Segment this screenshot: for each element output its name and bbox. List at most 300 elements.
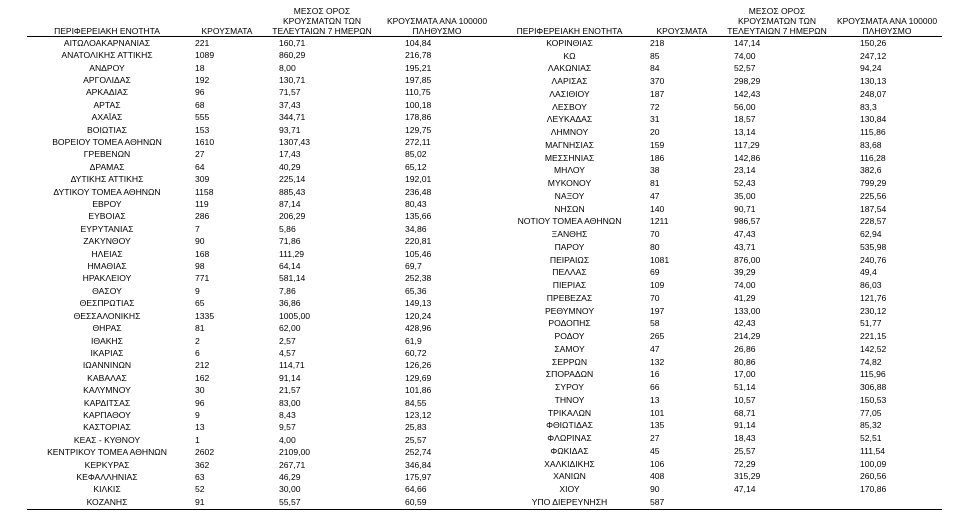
- table-row: [497, 343, 942, 356]
- region-cell: ΚΕΝΤΡΙΚΟΥ ΤΟΜΕΑ ΑΘΗΝΩΝ: [47, 447, 167, 458]
- cases-cell: 555: [195, 112, 210, 123]
- cases-cell: 2602: [195, 447, 215, 458]
- per-100k-cell: 65,12: [405, 161, 427, 172]
- region-cell: ΚΟΖΑΝΗΣ: [27, 496, 187, 509]
- region-cell: ΦΘΙΩΤΙΔΑΣ: [546, 420, 593, 431]
- table-row: [497, 254, 942, 267]
- table-row: [497, 292, 942, 305]
- avg-7days-cell: 111,29: [279, 248, 305, 259]
- avg-7days-cell: 267,71: [279, 459, 306, 470]
- cases-cell: 265: [650, 331, 665, 342]
- avg-7days-cell: 1005,00: [279, 310, 311, 321]
- table-row: [27, 136, 497, 148]
- header-cases: ΚΡΟΥΣΜΑΤΑ: [187, 5, 267, 37]
- table-row: [27, 310, 497, 322]
- region-cell: ΧΑΛΚΙΔΙΚΗΣ: [544, 458, 595, 469]
- region-cell: ΛΕΥΚΑΔΑΣ: [546, 114, 593, 125]
- per-100k-cell: 104,84: [405, 37, 432, 48]
- per-100k-cell: 85,02: [405, 149, 427, 160]
- avg-7days-cell: 2109,00: [279, 447, 311, 458]
- avg-7days-cell: 30,00: [279, 484, 301, 495]
- region-cell: ΡΟΔΟΥ: [554, 331, 585, 342]
- cases-cell: 96: [195, 397, 205, 408]
- avg-7days-cell: 40,29: [279, 161, 301, 172]
- avg-7days-cell: 74,00: [734, 50, 756, 61]
- per-100k-cell: 101,86: [405, 385, 432, 396]
- region-cell: ΑΡΤΑΣ: [93, 99, 121, 110]
- cases-cell: 68: [195, 99, 205, 110]
- per-100k-cell: 77,05: [860, 407, 882, 418]
- per-100k-cell: 116,28: [860, 152, 886, 163]
- table-row: [497, 496, 942, 509]
- avg-7days-cell: 214,29: [734, 331, 761, 342]
- table-row: [497, 216, 942, 229]
- region-cell: ΕΥΒΟΙΑΣ: [88, 211, 126, 222]
- header-avg-7days: ΜΕΣΟΣ ΟΡΟΣ ΚΡΟΥΣΜΑΤΩΝ ΤΩΝ ΤΕΛΕΥΤΑΙΩΝ 7 ΗΜΕΡΩΝ: [722, 5, 832, 37]
- avg-7days-cell: 225,14: [279, 174, 306, 185]
- region-cell: ΚΩ: [563, 50, 576, 61]
- avg-7days-cell: 1307,43: [279, 137, 311, 148]
- cases-cell: 197: [650, 305, 665, 316]
- region-cell: ΦΛΩΡΙΝΑΣ: [547, 433, 592, 444]
- avg-7days-cell: 17,43: [279, 149, 301, 160]
- table-row: [497, 305, 942, 318]
- avg-7days-cell: 206,29: [279, 211, 306, 222]
- region-cell: ΠΕΛΛΑΣ: [552, 267, 587, 278]
- cases-cell: 31: [650, 114, 660, 125]
- per-100k-cell: 247,12: [860, 50, 887, 61]
- per-100k-cell: 240,76: [860, 254, 887, 265]
- cases-cell: 140: [650, 203, 665, 214]
- table-row: [27, 446, 497, 458]
- per-100k-cell: 51,77: [860, 318, 882, 329]
- region-cell: ΕΒΡΟΥ: [92, 199, 122, 210]
- table-row: [27, 273, 497, 285]
- avg-7days-cell: 64,14: [279, 261, 301, 272]
- per-100k-cell: 225,56: [860, 190, 887, 201]
- table-row: [27, 360, 497, 372]
- region-cell: ΣΥΡΟΥ: [555, 382, 584, 393]
- region-cell: ΘΕΣΣΑΛΟΝΙΚΗΣ: [73, 310, 141, 321]
- cases-cell: 90: [650, 484, 660, 495]
- cases-cell: 98: [195, 261, 205, 272]
- avg-7days-cell: 147,14: [734, 37, 761, 48]
- region-cell: ΔΥΤΙΚΟΥ ΤΟΜΕΑ ΑΘΗΝΩΝ: [53, 186, 161, 197]
- avg-7days-cell: 42,43: [734, 318, 756, 329]
- avg-7days-cell: 71,57: [279, 87, 301, 98]
- cases-cell: 286: [195, 211, 210, 222]
- table-row: [497, 420, 942, 433]
- avg-7days-cell: 18,43: [734, 433, 756, 444]
- table-row: [497, 483, 942, 496]
- cases-cell: 91: [187, 496, 267, 509]
- table-row: [497, 241, 942, 254]
- region-cell: ΗΛΕΙΑΣ: [91, 248, 123, 259]
- region-cell: ΛΗΜΝΟΥ: [550, 127, 589, 138]
- left-table: [27, 5, 497, 510]
- per-100k-cell: 100,09: [860, 458, 887, 469]
- per-100k-cell: [832, 496, 942, 509]
- region-cell: ΕΥΡΥΤΑΝΙΑΣ: [80, 223, 134, 234]
- avg-7days-cell: 90,71: [734, 203, 756, 214]
- table-row: [27, 372, 497, 384]
- region-cell: ΡΟΔΟΠΗΣ: [548, 318, 591, 329]
- table-row: [27, 471, 497, 483]
- avg-7days-cell: 160,71: [279, 37, 306, 48]
- left-table-body: [27, 37, 497, 510]
- per-100k-cell: 220,81: [405, 236, 432, 247]
- per-100k-cell: 61,9: [405, 335, 422, 346]
- avg-7days-cell: 71,86: [279, 236, 301, 247]
- region-cell: ΔΡΑΜΑΣ: [89, 161, 125, 172]
- avg-7days-cell: 62,00: [279, 323, 301, 334]
- cases-cell: 81: [195, 323, 205, 334]
- avg-7days-cell: 860,29: [279, 50, 306, 61]
- region-cell: ΚΕΡΚΥΡΑΣ: [84, 459, 130, 470]
- avg-7days-cell: 35,00: [734, 190, 756, 201]
- region-cell: ΠΙΕΡΙΑΣ: [552, 280, 587, 291]
- region-cell: ΛΕΣΒΟΥ: [552, 101, 587, 112]
- per-100k-cell: 83,3: [860, 101, 877, 112]
- per-100k-cell: 142,52: [860, 343, 887, 354]
- region-cell: ΧΙΟΥ: [559, 484, 580, 495]
- cases-cell: 6: [195, 347, 200, 358]
- per-100k-cell: 272,11: [405, 137, 431, 148]
- table-row: [497, 152, 942, 165]
- table-row: [27, 37, 497, 50]
- avg-7days-cell: 93,71: [279, 124, 301, 135]
- table-row: [497, 165, 942, 178]
- avg-7days-cell: 10,57: [734, 394, 756, 405]
- region-cell: ΤΡΙΚΑΛΩΝ: [547, 407, 592, 418]
- per-100k-cell: 111,54: [860, 445, 886, 456]
- per-100k-cell: 121,76: [860, 292, 887, 303]
- avg-7days-cell: 17,00: [734, 369, 756, 380]
- table-row: [27, 459, 497, 471]
- avg-7days-cell: 52,57: [734, 63, 756, 74]
- cases-cell: 81: [650, 178, 660, 189]
- per-100k-cell: 306,88: [860, 382, 887, 393]
- region-cell: ΜΕΣΣΗΝΙΑΣ: [544, 152, 595, 163]
- avg-7days-cell: 18,57: [734, 114, 756, 125]
- per-100k-cell: 130,13: [860, 76, 887, 87]
- per-100k-cell: 80,43: [405, 199, 427, 210]
- region-cell: ΘΗΡΑΣ: [92, 323, 122, 334]
- table-row: [27, 484, 497, 496]
- avg-7days-cell: 130,71: [279, 74, 306, 85]
- per-100k-cell: 49,4: [860, 267, 877, 278]
- cases-cell: 38: [650, 165, 660, 176]
- avg-7days-cell: 47,14: [734, 484, 756, 495]
- region-cell: ΑΡΓΟΛΙΔΑΣ: [83, 74, 131, 85]
- table-row: [497, 139, 942, 152]
- region-cell: ΚΑΡΠΑΘΟΥ: [83, 409, 131, 420]
- table-row: [27, 285, 497, 297]
- cases-cell: 65: [195, 298, 205, 309]
- per-100k-cell: 126,26: [405, 360, 432, 371]
- cases-cell: 309: [195, 174, 210, 185]
- table-row: [27, 49, 497, 61]
- per-100k-cell: 187,54: [860, 203, 887, 214]
- per-100k-cell: 74,82: [860, 356, 882, 367]
- avg-7days-cell: 23,14: [734, 165, 756, 176]
- right-header-row: [497, 5, 942, 37]
- avg-7days-cell: 4,57: [279, 347, 296, 358]
- per-100k-cell: 197,85: [405, 74, 432, 85]
- region-cell: ΣΠΟΡΑΔΩΝ: [545, 369, 594, 380]
- avg-7days-cell: 26,86: [734, 343, 756, 354]
- region-cell: ΤΗΝΟΥ: [554, 394, 585, 405]
- avg-7days-cell: 39,29: [734, 267, 756, 278]
- region-cell: ΡΕΘΥΜΝΟΥ: [544, 305, 595, 316]
- header-per-100k: ΚΡΟΥΣΜΑΤΑ ΑΝΑ 100000 ΠΛΗΘΥΣΜΟ: [832, 5, 942, 37]
- cases-cell: 106: [650, 458, 665, 469]
- region-cell: ΑΧΑΪΑΣ: [91, 112, 123, 123]
- cases-cell: 16: [650, 369, 660, 380]
- table-row: [27, 397, 497, 409]
- per-100k-cell: 62,94: [860, 229, 882, 240]
- right-table: [497, 5, 942, 510]
- per-100k-cell: 252,38: [405, 273, 432, 284]
- region-cell: ΗΡΑΚΛΕΙΟΥ: [82, 273, 132, 284]
- per-100k-cell: 25,83: [405, 422, 427, 433]
- table-row: [497, 50, 942, 63]
- avg-7days-cell: 344,71: [279, 112, 306, 123]
- per-100k-cell: 149,13: [405, 298, 432, 309]
- per-100k-cell: 129,75: [405, 124, 432, 135]
- region-cell: ΛΑΡΙΣΑΣ: [551, 76, 588, 87]
- region-cell: ΒΟΙΩΤΙΑΣ: [87, 124, 127, 135]
- table-row: [497, 228, 942, 241]
- per-100k-cell: 130,84: [860, 114, 887, 125]
- per-100k-cell: 195,21: [405, 62, 432, 73]
- region-cell: ΑΝΔΡΟΥ: [89, 62, 125, 73]
- table-row: [27, 186, 497, 198]
- per-100k-cell: 84,55: [405, 397, 427, 408]
- per-100k-cell: 64,66: [405, 484, 427, 495]
- cases-cell: 9: [195, 409, 200, 420]
- avg-7days-cell: 142,86: [734, 152, 761, 163]
- table-row: [27, 223, 497, 235]
- cases-cell: 52: [195, 484, 205, 495]
- region-cell: ΞΑΝΘΗΣ: [551, 229, 588, 240]
- region-cell: ΠΕΙΡΑΙΩΣ: [549, 254, 590, 265]
- cases-cell: 370: [650, 76, 665, 87]
- table-row: [497, 318, 942, 331]
- table-row: [497, 445, 942, 458]
- avg-7days-cell: 91,14: [734, 420, 756, 431]
- table-row: [497, 369, 942, 382]
- region-cell: ΙΘΑΚΗΣ: [91, 335, 123, 346]
- avg-7days-cell: 315,29: [734, 471, 761, 482]
- table-row: [497, 458, 942, 471]
- per-100k-cell: 34,86: [405, 223, 427, 234]
- per-100k-cell: 252,74: [405, 447, 432, 458]
- region-cell: ΠΡΕΒΕΖΑΣ: [546, 292, 593, 303]
- avg-7days-cell: 8,43: [279, 409, 296, 420]
- cases-cell: 13: [650, 394, 660, 405]
- cases-cell: 1158: [195, 186, 214, 197]
- region-cell: ΜΥΚΟΝΟΥ: [547, 178, 592, 189]
- region-cell: ΠΑΡΟΥ: [554, 241, 585, 252]
- table-row: [27, 161, 497, 173]
- header-region: ΠΕΡΙΦΕΡΕΙΑΚΗ ΕΝΟΤΗΤΑ: [27, 5, 187, 37]
- region-cell: ΙΚΑΡΙΑΣ: [90, 347, 124, 358]
- region-cell: ΚΟΡΙΝΘΙΑΣ: [546, 37, 593, 48]
- table-row: [497, 114, 942, 127]
- region-cell: ΒΟΡΕΙΟΥ ΤΟΜΕΑ ΑΘΗΝΩΝ: [52, 137, 162, 148]
- table-row: [497, 432, 942, 445]
- cases-cell: 192: [195, 74, 210, 85]
- per-100k-cell: 535,98: [860, 241, 887, 252]
- region-cell: ΙΩΑΝΝΙΝΩΝ: [82, 360, 132, 371]
- cases-cell: 1335: [195, 310, 215, 321]
- cases-cell: 109: [650, 280, 665, 291]
- region-cell: ΝΑΞΟΥ: [554, 190, 585, 201]
- cases-cell: 9: [195, 285, 200, 296]
- avg-7days-cell: 117,29: [734, 139, 760, 150]
- per-100k-cell: 170,86: [860, 484, 887, 495]
- table-row: [497, 190, 942, 203]
- cases-cell: 2: [195, 335, 200, 346]
- region-cell: ΛΑΣΙΘΙΟΥ: [549, 88, 590, 99]
- cases-cell: 47: [650, 343, 660, 354]
- avg-7days-cell: 876,00: [734, 254, 761, 265]
- cases-cell: 72: [650, 101, 660, 112]
- cases-cell: 408: [650, 471, 665, 482]
- region-cell: ΦΩΚΙΔΑΣ: [550, 445, 589, 456]
- per-100k-cell: 216,78: [405, 50, 432, 61]
- cases-cell: 1: [195, 434, 200, 445]
- cases-cell: 58: [650, 318, 660, 329]
- avg-7days-cell: 46,29: [279, 471, 301, 482]
- table-row: [27, 236, 497, 248]
- avg-7days-cell: 885,43: [279, 186, 306, 197]
- per-100k-cell: 428,96: [405, 323, 432, 334]
- per-100k-cell: 129,69: [405, 372, 432, 383]
- cases-cell: 70: [650, 229, 660, 240]
- region-cell: ΚΙΛΚΙΣ: [93, 484, 121, 495]
- table-row: [27, 198, 497, 210]
- avg-7days-cell: 83,00: [279, 397, 301, 408]
- cases-cell: 64: [195, 161, 205, 172]
- avg-7days-cell: 9,57: [279, 422, 296, 433]
- table-row: [27, 335, 497, 347]
- cases-cell: 212: [195, 360, 210, 371]
- per-100k-cell: 52,51: [860, 433, 882, 444]
- table-row: [497, 126, 942, 139]
- per-100k-cell: 105,46: [405, 248, 432, 259]
- table-row: [27, 248, 497, 260]
- per-100k-cell: 178,86: [405, 112, 432, 123]
- per-100k-cell: 94,24: [860, 63, 882, 74]
- per-100k-cell: 221,15: [860, 331, 887, 342]
- avg-7days-cell: 298,29: [734, 76, 761, 87]
- cases-cell: 20: [650, 127, 660, 138]
- cases-cell: 159: [650, 139, 665, 150]
- region-cell: ΧΑΝΙΩΝ: [553, 471, 586, 482]
- cases-cell: 70: [650, 292, 660, 303]
- region-cell: ΝΗΣΩΝ: [554, 203, 585, 214]
- avg-7days-cell: 51,14: [734, 382, 756, 393]
- table-row: [497, 75, 942, 88]
- per-100k-cell: 115,86: [860, 127, 886, 138]
- avg-7days-cell: 55,57: [267, 496, 377, 509]
- avg-7days-cell: 7,86: [279, 285, 296, 296]
- per-100k-cell: 150,53: [860, 394, 887, 405]
- left-header-row: [27, 5, 497, 37]
- avg-7days-cell: 142,43: [734, 88, 761, 99]
- avg-7days-cell: 43,71: [734, 241, 756, 252]
- cases-cell: 84: [650, 63, 660, 74]
- table-row: [27, 434, 497, 446]
- region-cell: ΚΕΑΣ - ΚΥΘΝΟΥ: [73, 434, 141, 445]
- cases-cell: 1610: [195, 137, 215, 148]
- region-cell: ΛΑΚΩΝΙΑΣ: [547, 63, 592, 74]
- avg-7days-cell: 4,00: [279, 434, 296, 445]
- avg-7days-cell: 986,57: [734, 216, 761, 227]
- table-row: [497, 203, 942, 216]
- avg-7days-cell: 87,14: [279, 199, 301, 210]
- cases-cell: 218: [650, 37, 665, 48]
- region-cell: ΥΠΟ ΔΙΕΡΕΥΝΗΣΗ: [497, 496, 642, 509]
- per-100k-cell: 175,97: [405, 471, 432, 482]
- per-100k-cell: 192,01: [405, 174, 432, 185]
- cases-cell: 101: [650, 407, 665, 418]
- table-row: [497, 330, 942, 343]
- table-row: [497, 407, 942, 420]
- cases-cell: 168: [195, 248, 210, 259]
- region-cell: ΚΕΦΑΛΛΗΝΙΑΣ: [76, 471, 138, 482]
- avg-7days-cell: 2,57: [279, 335, 296, 346]
- right-table-body: [497, 37, 942, 510]
- region-cell: ΣΕΡΡΩΝ: [551, 356, 588, 367]
- region-cell: ΑΡΚΑΔΙΑΣ: [85, 87, 129, 98]
- table-row: [497, 267, 942, 280]
- cases-cell: 1211: [650, 216, 669, 227]
- avg-7days-cell: 5,86: [279, 223, 296, 234]
- cases-cell: 1081: [650, 254, 670, 265]
- cases-cell: 47: [650, 190, 660, 201]
- header-per-100k: ΚΡΟΥΣΜΑΤΑ ΑΝΑ 100000 ΠΛΗΘΥΣΜΟ: [377, 5, 497, 37]
- cases-cell: 1089: [195, 50, 215, 61]
- avg-7days-cell: 8,00: [279, 62, 296, 73]
- header-region: ΠΕΡΙΦΕΡΕΙΑΚΗ ΕΝΟΤΗΤΑ: [497, 5, 642, 37]
- avg-7days-cell: 72,29: [734, 458, 756, 469]
- per-100k-cell: 86,03: [860, 280, 882, 291]
- cases-cell: 45: [650, 445, 660, 456]
- table-row: [497, 279, 942, 292]
- header-cases: ΚΡΟΥΣΜΑΤΑ: [642, 5, 722, 37]
- cases-cell: 85: [650, 50, 660, 61]
- per-100k-cell: 69,7: [405, 261, 422, 272]
- avg-7days-cell: [722, 496, 832, 509]
- cases-cell: 362: [195, 459, 210, 470]
- table-row: [27, 422, 497, 434]
- table-row: [27, 87, 497, 99]
- cases-cell: 153: [195, 124, 210, 135]
- per-100k-cell: 25,57: [405, 434, 427, 445]
- cases-cell: 27: [195, 149, 205, 160]
- cases-cell: 69: [650, 267, 660, 278]
- cases-cell: 80: [650, 241, 660, 252]
- per-100k-cell: 110,75: [405, 87, 431, 98]
- region-cell: ΘΕΣΠΡΩΤΙΑΣ: [79, 298, 135, 309]
- per-100k-cell: 83,68: [860, 139, 882, 150]
- avg-7days-cell: 47,43: [734, 229, 756, 240]
- avg-7days-cell: 91,14: [279, 372, 301, 383]
- cases-cell: 162: [195, 372, 210, 383]
